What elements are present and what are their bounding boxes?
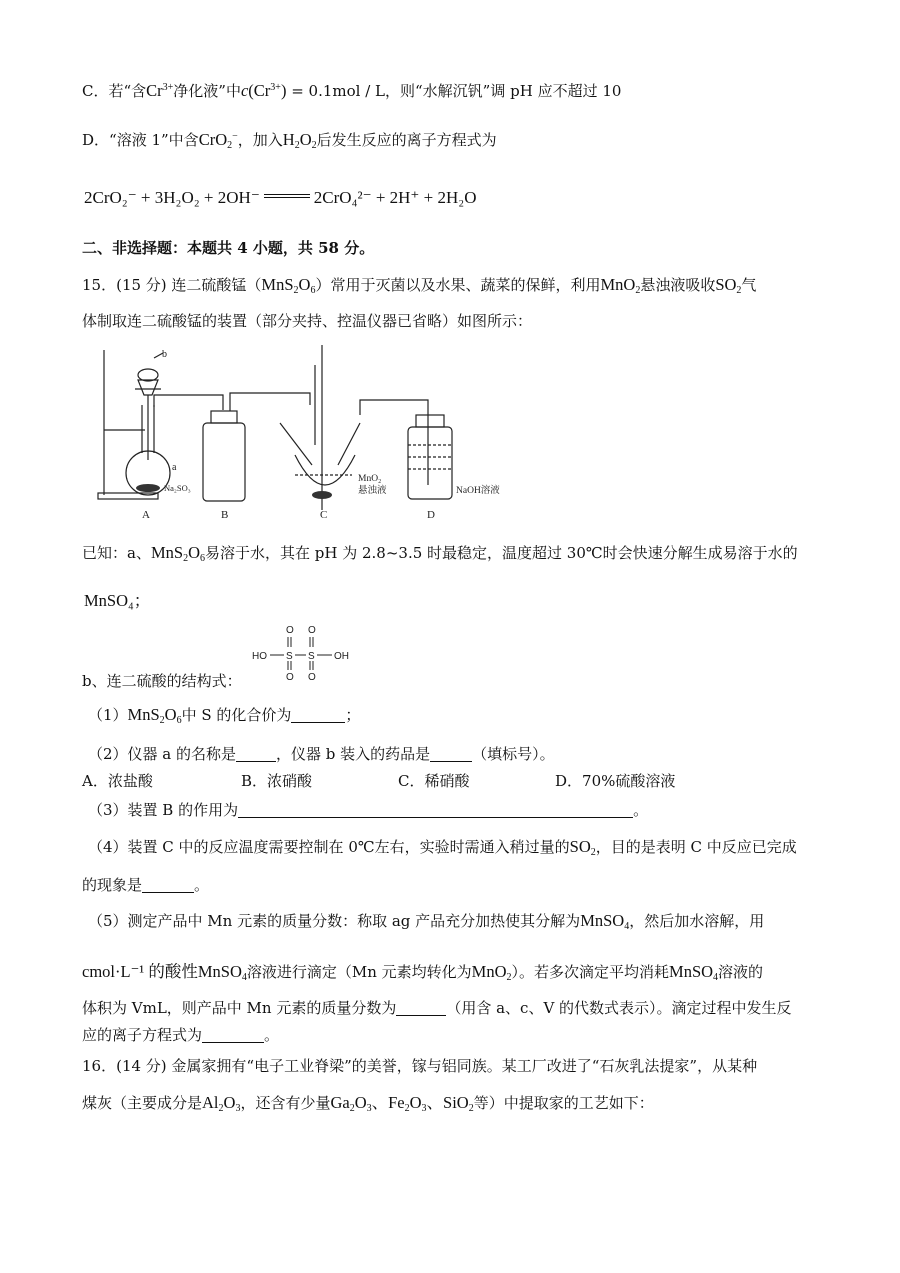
label-c: C (320, 509, 328, 520)
equation-rhs: 2CrO₄²⁻ + 2H⁺ + 2H₂O (313, 188, 477, 207)
ionic-equation (84, 187, 476, 209)
choice-b[interactable]: B．浓硝酸 (241, 772, 313, 790)
known-b: b、连二硫酸的结构式： (82, 672, 242, 690)
equation-lhs: 2CrO₂⁻ + 3H₂O₂ + 2OH⁻ (84, 188, 260, 207)
answer-blank-5b[interactable] (202, 1026, 264, 1043)
dropping-funnel (138, 380, 158, 395)
option-c: C．若“含$Cr^{3+}$净化液”中$c(Cr^{3+}) = 0.1mol / L$，则“水解沉钒”调 pH 应不超过 10 (82, 81, 622, 100)
q15-sub1: $(1)MnS_2O_6$中 S 的化合价为 ； (88, 705, 361, 726)
chem-cr3: $Cr^{3+}$ (146, 81, 174, 100)
chem-conc-cr3: $c(Cr^{3+})$ (240, 81, 287, 100)
label-mno2: MnO₂ (358, 474, 382, 484)
bottle-b (203, 423, 245, 501)
q16-line2: 煤灰（主要成分是$Al_2O_3$，还含有少量$Ga_2O_3$、$Fe_2O_3$、SiO$_2$等）中提取家的工艺如下： (82, 1093, 654, 1114)
known-a-line2: MnSO₄； (84, 591, 151, 610)
label-suspension: 悬浊液 (358, 486, 387, 496)
label-instrument-b: b (162, 349, 167, 360)
label-a: A (142, 509, 150, 520)
svg-text:OH: OH (334, 651, 349, 662)
q15-intro-line2: 体制取连二硫酸锰的装置（部分夹持、控温仪器已省略）如图所示： (82, 312, 533, 330)
apparatus-figure (90, 345, 540, 520)
three-neck-flask (295, 455, 355, 485)
q15-sub4-line2: 的现象是 。 (82, 876, 210, 894)
q15-choices (82, 770, 782, 792)
q15-sub3: （3）装置 B 的作用为 。 (88, 801, 649, 819)
bottle-d (408, 427, 452, 499)
label-na2so3: Na₂SO₃ (164, 483, 191, 493)
svg-text:HO: HO (252, 651, 267, 662)
section-header: 二、非选择题：本题共 4 小题，共 58 分。 (82, 239, 375, 257)
label-instrument-a: a (172, 462, 177, 473)
q15-sub5-line2: cmol·L⁻¹ 的酸性MnSO$_4$溶液进行滴定（Mn 元素均转化为MnO$_2$）。若多次滴定平均消耗MnSO$_4$溶液的 (82, 962, 764, 983)
chem-cro2: CrO$_2$− (198, 130, 238, 151)
label-naoh: NaOH溶液 (456, 486, 500, 496)
svg-text:O: O (286, 672, 294, 682)
chem-h2o2: $H_2O_2$ (282, 130, 317, 151)
label-b: B (221, 509, 229, 520)
answer-blank-3[interactable] (238, 801, 633, 818)
dithionic-acid-structure (250, 622, 360, 682)
q15-sub5-line4: 应的离子方程式为 。 (82, 1026, 280, 1044)
equals-arrow (264, 194, 310, 198)
answer-blank-2b[interactable] (430, 745, 472, 762)
choice-c[interactable]: C．稀硝酸 (398, 772, 470, 790)
choice-a[interactable]: A．浓盐酸 (82, 772, 153, 790)
svg-text:S: S (308, 651, 315, 662)
svg-text:S: S (286, 651, 293, 662)
q15-intro-line1: 15．(15 分) 连二硫酸锰$(MnS_2O_6)$常用于灭菌以及水果、蔬菜的保鲜，利用MnO$_2$悬浊液吸收$SO_2$气 (82, 275, 757, 296)
stand-base (98, 493, 158, 499)
svg-text:O: O (286, 625, 294, 636)
q16-line1: 16．(14 分) 金属家拥有“电子工业脊梁”的美誉，镓与铝同族。某工厂改进了“石灰乳法提家”，从某种 (82, 1057, 758, 1075)
answer-blank-5a[interactable] (396, 999, 446, 1016)
answer-blank-4[interactable] (142, 876, 194, 893)
q15-sub4-line1: （4）装置 C 中的反应温度需要控制在 0℃左右，实验时需通入稍过量的$SO_2$，目的是表明 C 中反应已完成 (88, 837, 797, 858)
q15-sub2: （2）仪器 a 的名称是 ，仪器 b 装入的药品是 （填标号）。 (88, 745, 555, 763)
known-a-line1: 已知：a、$MnS_2O_6$易溶于水，其在 pH 为 2.8~3.5 时最稳定，温度超过 30℃时会快速分解生成易溶于水的 (82, 543, 798, 564)
svg-text:O: O (308, 625, 316, 636)
answer-blank-1[interactable] (291, 706, 345, 723)
label-d: D (427, 509, 435, 520)
q15-sub5-line3: 体积为 VmL，则产品中 Mn 元素的质量分数为 （用含 a、c、V 的代数式表示）。滴定过程中发生反 (82, 999, 792, 1017)
answer-blank-2a[interactable] (236, 745, 276, 762)
q15-sub5-line1: （5）测定产品中 Mn 元素的质量分数：称取 ag 产品充分加热使其分解为MnSO$_4$，然后加水溶解，用 (88, 911, 765, 932)
option-d: D．“溶液 1”中含CrO$_2$−，加入$H_2O_2$后发生反应的离子方程式为 (82, 130, 497, 151)
svg-text:O: O (308, 672, 316, 682)
choice-d[interactable]: D．70%硫酸溶液 (555, 772, 676, 790)
